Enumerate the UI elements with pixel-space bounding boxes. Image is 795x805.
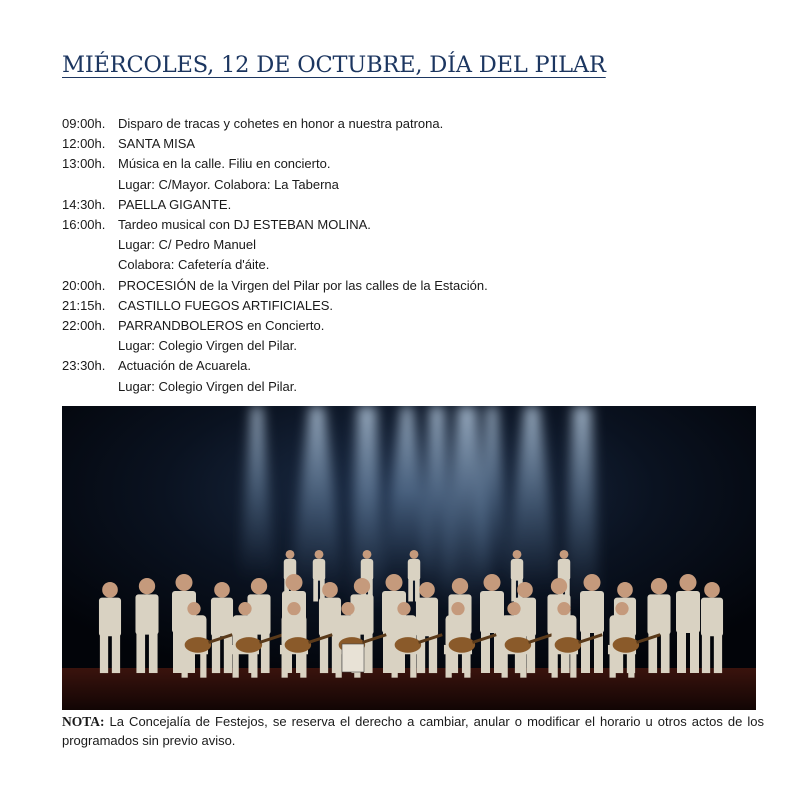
schedule-item (62, 154, 488, 174)
page-title: MIÉRCOLES, 12 DE OCTUBRE, DÍA DEL PILAR (62, 52, 606, 78)
head (651, 578, 667, 594)
schedule-description: Actuación de Acuarela. (118, 358, 251, 374)
guitar-body (555, 637, 582, 653)
head (386, 574, 403, 591)
schedule-description: Disparo de tracas y cohetes en honor a nuestra patrona. (118, 116, 444, 131)
torso (647, 594, 670, 634)
schedule-time: 20:00h. (62, 277, 106, 293)
schedule-item (62, 134, 488, 154)
leg (282, 653, 288, 678)
guitar-body (285, 637, 312, 653)
head (176, 574, 193, 591)
schedule-description: PAELLA GIGANTE. (118, 196, 232, 212)
head (187, 602, 200, 615)
leg (464, 653, 470, 678)
schedule-time: 16:00h. (62, 217, 106, 233)
head (551, 578, 567, 594)
schedule-description: PROCESIÓN de la Virgen del Pilar por las calles de la Estación. (118, 277, 488, 293)
leg (251, 653, 257, 678)
head (341, 602, 354, 615)
torso (408, 559, 420, 581)
head (584, 574, 601, 591)
leg (610, 653, 616, 678)
leg (336, 653, 342, 678)
schedule-time: 12:00h. (62, 136, 106, 152)
head (238, 602, 251, 615)
torso (361, 559, 373, 581)
leg (714, 634, 722, 673)
leg (182, 653, 188, 678)
head (451, 602, 464, 615)
schedule-time: 22:00h. (62, 318, 106, 334)
head (410, 550, 419, 559)
leg (233, 653, 239, 678)
head (615, 602, 628, 615)
schedule-location: Lugar: C/Mayor. Colabora: La Taberna (118, 176, 339, 192)
leg (502, 653, 508, 678)
schedule-item (62, 114, 488, 134)
schedule-time: 14:30h. (62, 196, 106, 212)
leg (677, 631, 686, 673)
leg (661, 633, 670, 673)
guitar-body (613, 637, 640, 653)
footnote-text: La Concejalía de Festejos, se reserva el derecho a cambiar, anular o modificar el horario u otros actos de los programados sin previo aviso. (62, 714, 764, 748)
schedule-list (62, 114, 488, 397)
schedule-detail (62, 175, 488, 195)
torso (480, 591, 504, 633)
head (452, 578, 468, 594)
band-stage-photo (62, 406, 756, 710)
schedule-sponsor: Colabora: Cafetería d'áite. (118, 257, 270, 273)
leg (320, 634, 328, 673)
torso (558, 559, 570, 581)
head (557, 602, 570, 615)
head (680, 574, 697, 591)
schedule-description: Tardeo musical con DJ ESTEBAN MOLINA. (118, 217, 371, 233)
guitar-body (185, 637, 212, 653)
accordion (342, 644, 364, 672)
leg (200, 653, 206, 678)
head (704, 582, 720, 598)
leg (392, 653, 398, 678)
torso (676, 591, 700, 633)
schedule-detail (62, 255, 488, 275)
head (354, 578, 370, 594)
torso (511, 559, 523, 581)
schedule-item (62, 316, 488, 336)
leg (224, 634, 232, 673)
schedule-description: Música en la calle. Filiu en concierto. (118, 156, 331, 172)
schedule-detail (62, 336, 488, 356)
head (419, 582, 435, 598)
head (251, 578, 267, 594)
leg (136, 633, 145, 673)
torso (701, 598, 723, 637)
leg (100, 634, 108, 673)
schedule-time: 21:15h. (62, 297, 106, 313)
guitar-body (395, 637, 422, 653)
leg (581, 631, 590, 673)
head (484, 574, 501, 591)
stage-floor (62, 668, 756, 710)
torso (416, 598, 438, 637)
head (617, 582, 633, 598)
schedule-item (62, 296, 488, 316)
leg (690, 631, 699, 673)
schedule-detail (62, 235, 488, 255)
leg (408, 580, 413, 602)
schedule-location: Lugar: Colegio Virgen del Pilar. (118, 338, 297, 354)
head (287, 602, 300, 615)
head (286, 550, 295, 559)
torso (211, 598, 233, 637)
head (363, 550, 372, 559)
schedule-detail (62, 377, 488, 397)
head (286, 574, 303, 591)
schedule-description: SANTA MISA (118, 136, 196, 152)
head (214, 582, 230, 598)
footnote (62, 712, 764, 750)
torso (99, 598, 121, 637)
leg (410, 653, 416, 678)
guitar-body (236, 637, 263, 653)
guitar-body (449, 637, 476, 653)
leg (112, 634, 120, 673)
head (560, 550, 569, 559)
leg (570, 653, 576, 678)
head (322, 582, 338, 598)
schedule-item (62, 195, 488, 215)
schedule-item (62, 276, 488, 296)
leg (446, 653, 452, 678)
schedule-location: Lugar: Colegio Virgen del Pilar. (118, 378, 297, 394)
schedule-time: 13:00h. (62, 156, 106, 172)
leg (300, 653, 306, 678)
leg (552, 653, 558, 678)
footnote-label: NOTA: (62, 714, 105, 729)
stage-illustration (62, 406, 756, 710)
torso (135, 594, 158, 634)
schedule-time: 09:00h. (62, 116, 106, 131)
head (397, 602, 410, 615)
schedule-description: PARRANDBOLEROS en Concierto. (118, 318, 325, 334)
leg (520, 653, 526, 678)
head (102, 582, 118, 598)
schedule-time: 23:30h. (62, 358, 106, 374)
head (507, 602, 520, 615)
schedule-location: Lugar: C/ Pedro Manuel (118, 237, 257, 253)
head (139, 578, 155, 594)
head (517, 582, 533, 598)
leg (313, 580, 318, 602)
schedule-item (62, 215, 488, 235)
leg (628, 653, 634, 678)
torso (313, 559, 325, 581)
schedule-description: CASTILLO FUEGOS ARTIFICIALES. (118, 297, 334, 313)
leg (702, 634, 710, 673)
torso (580, 591, 604, 633)
leg (149, 633, 158, 673)
schedule-item (62, 356, 488, 376)
head (315, 550, 324, 559)
guitar-body (505, 637, 532, 653)
head (513, 550, 522, 559)
